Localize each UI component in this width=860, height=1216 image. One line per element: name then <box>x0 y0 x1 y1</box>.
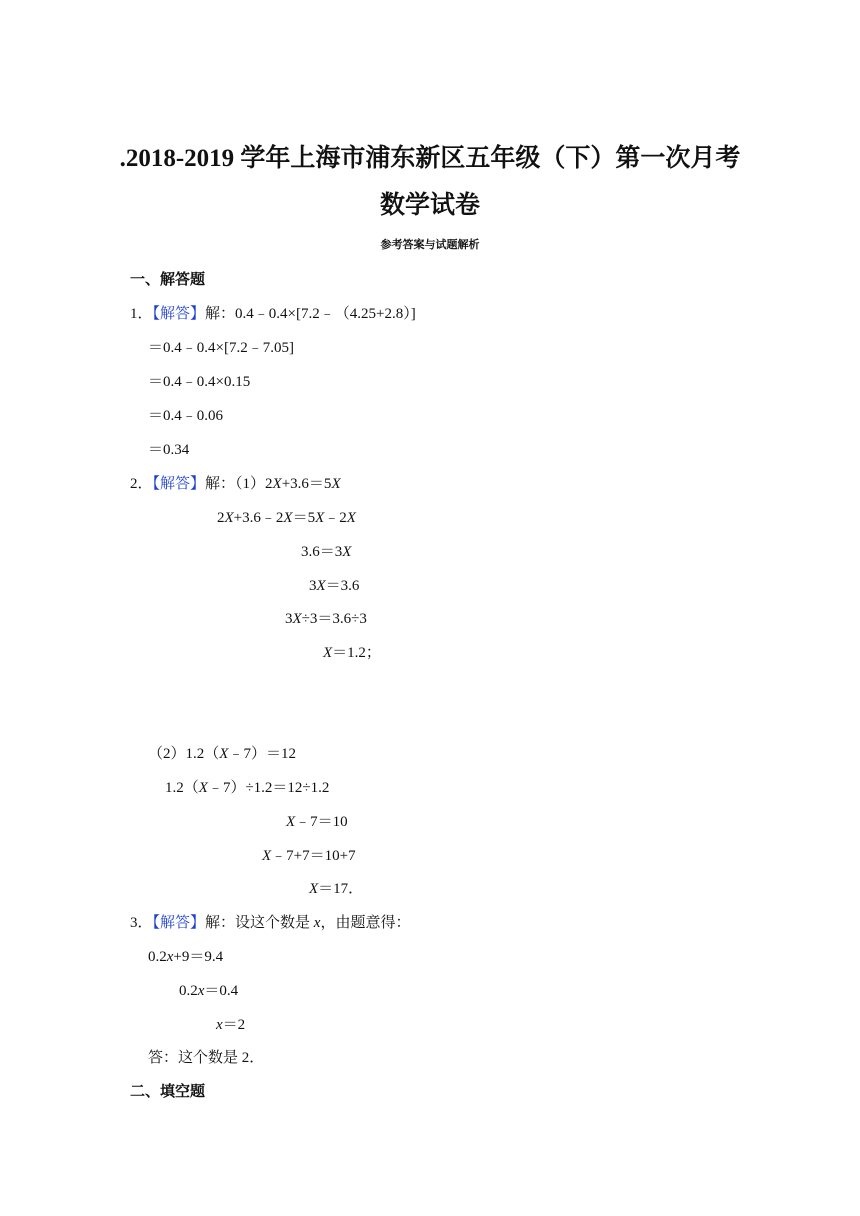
eq-part: ＝17． <box>318 881 364 897</box>
eq-part: 0.2 <box>148 949 167 965</box>
q1-step: ＝0.4﹣0.4×[7.2﹣7.05] <box>148 340 294 356</box>
eq-var: X <box>323 645 333 661</box>
eq-part: 1.2（ <box>165 780 199 796</box>
q2-part1-step <box>323 643 381 663</box>
eq-var: x <box>166 949 174 965</box>
eq-var: X <box>224 510 234 526</box>
q3-number: 3． <box>130 915 153 931</box>
eq-part: ＝2 <box>222 1017 246 1033</box>
section-heading-fill-blank: 二、填空题 <box>130 1084 206 1100</box>
q2-p1-eq1-part: +3.6＝5 <box>281 476 332 492</box>
q3-header <box>130 913 410 933</box>
eq-var: X <box>316 578 326 594</box>
q3-answer-tag: 【解答】 <box>152 915 206 931</box>
q2-part1-step <box>309 576 359 596</box>
eq-var: X <box>219 746 229 762</box>
q1-number: 1． <box>130 306 153 322</box>
q3-step <box>216 1015 245 1035</box>
eq-part: ﹣7＝10 <box>295 814 348 830</box>
q1-step: ＝0.34 <box>148 442 190 458</box>
q1-step: ＝0.4﹣0.06 <box>148 408 224 424</box>
q1-expression: 0.4﹣0.4×[7.2﹣（4.25+2.8）] <box>235 306 416 322</box>
eq-var: x <box>216 1017 223 1033</box>
eq-part: 3 <box>309 578 317 594</box>
q3-step <box>148 947 223 967</box>
q2-p1-eq1-part: 2 <box>265 476 273 492</box>
q2-answer-tag: 【解答】 <box>152 476 206 492</box>
q3-answer: 答：这个数是 2． <box>148 1050 265 1066</box>
q3-variable: x <box>313 915 321 931</box>
q2-part2-step <box>165 778 329 798</box>
q2-header <box>130 474 341 494</box>
eq-var: x <box>197 983 205 999</box>
page-title-line-2: 数学试卷 <box>379 192 480 219</box>
eq-part: ﹣7）÷1.2＝12÷1.2 <box>207 780 330 796</box>
q2-part2-step <box>148 744 296 764</box>
eq-var: X <box>198 780 208 796</box>
eq-part: ＝3.6 <box>325 578 360 594</box>
eq-part: （2）1.2（ <box>148 746 220 762</box>
q1-answer-tag: 【解答】 <box>152 306 206 322</box>
q1-step: ＝0.4﹣0.4×0.15 <box>148 374 251 390</box>
q2-part1-step <box>285 609 367 629</box>
q2-part1-step <box>217 508 356 528</box>
page-subtitle: 参考答案与试题解析 <box>380 239 480 251</box>
eq-part: 0.2 <box>179 983 198 999</box>
section-heading-answers: 一、解答题 <box>130 272 206 288</box>
eq-part: 2 <box>217 510 225 526</box>
q2-p1-eq1-var: X <box>331 476 341 492</box>
q2-number: 2． <box>130 476 153 492</box>
eq-part: 3 <box>285 611 293 627</box>
q2-lead: 解：（1） <box>205 476 266 492</box>
q2-p1-eq1-var: X <box>272 476 282 492</box>
eq-part: ÷3＝3.6÷3 <box>301 611 367 627</box>
q2-part2-step <box>262 846 356 866</box>
page-title-line-1: .2018-2019 学年上海市浦东新区五年级（下）第一次月考 <box>119 145 741 172</box>
eq-part: ﹣2 <box>324 510 347 526</box>
q2-part2-step <box>286 812 348 832</box>
q2-part2-step <box>309 879 363 899</box>
eq-var: X <box>346 510 356 526</box>
eq-part: ＝0.4 <box>204 983 239 999</box>
eq-part: 3.6＝3 <box>301 544 343 560</box>
eq-var: X <box>292 611 302 627</box>
eq-var: X <box>286 814 296 830</box>
eq-part: ﹣7）＝12 <box>228 746 296 762</box>
eq-var: X <box>342 544 352 560</box>
eq-part: ＝1.2； <box>332 645 381 661</box>
eq-part: +3.6﹣2 <box>233 510 284 526</box>
q1-header <box>130 304 416 324</box>
eq-part: ＝5 <box>292 510 316 526</box>
q3-lead: 解：设这个数是 <box>205 915 314 931</box>
eq-var: X <box>262 848 272 864</box>
eq-var: X <box>315 510 325 526</box>
q2-part1-step <box>301 542 351 562</box>
eq-part: +9＝9.4 <box>173 949 224 965</box>
q3-step <box>179 981 238 1001</box>
eq-var: X <box>309 881 319 897</box>
q1-lead: 解： <box>205 306 236 322</box>
eq-var: X <box>283 510 293 526</box>
eq-part: ﹣7+7＝10+7 <box>271 848 356 864</box>
q3-lead-2: ，由题意得： <box>320 915 411 931</box>
